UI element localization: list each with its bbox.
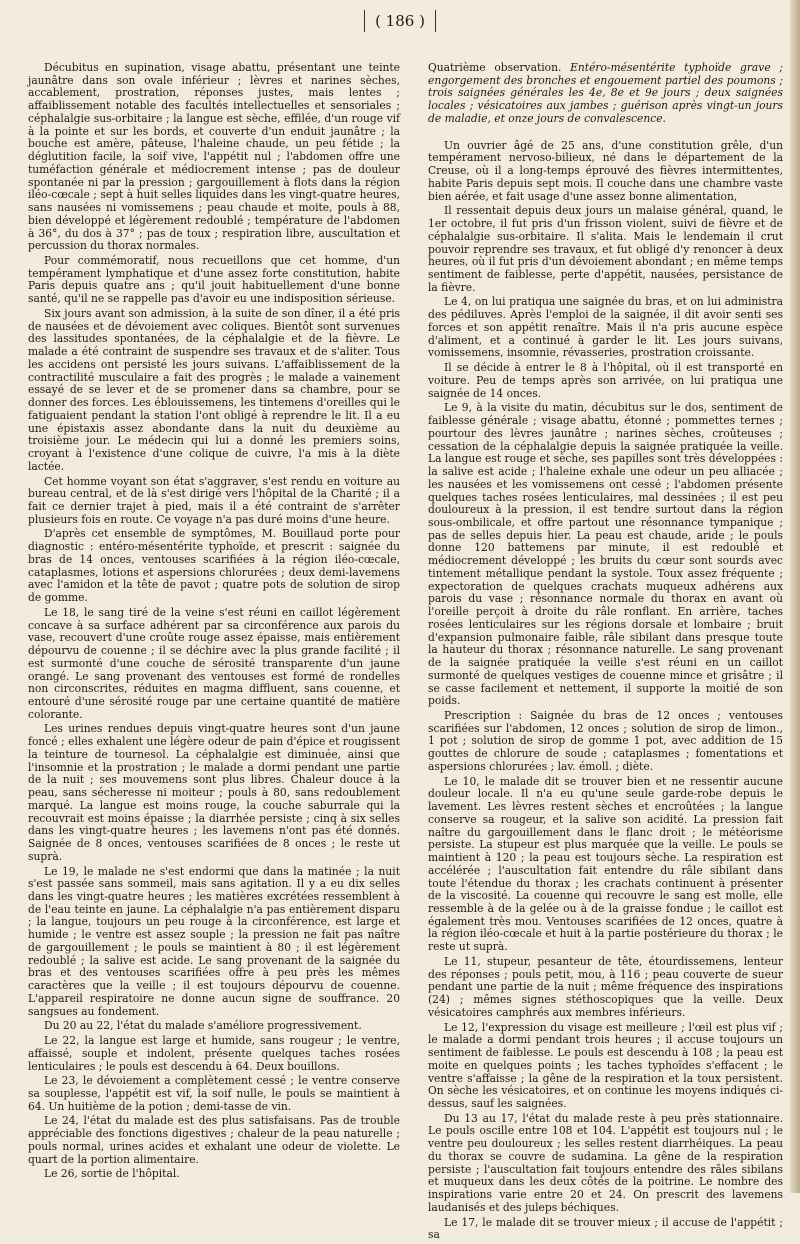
page-number: ( 186 )	[0, 10, 800, 32]
paragraph: Le 4, on lui pratiqua une saignée du bras, et on lui administra des pédiluves. Après l'emploi de la saignée, il dit avoir senti ses forces et son appétit renaître. Mais il n'a pris aucune espèce d'aliment, et a continué à garder le lit. Les jours suivans, vomissemens, insomnie, révasseries, prostration croissante.	[428, 295, 783, 360]
paragraph: Cet homme voyant son état s'aggraver, s'est rendu en voiture au bureau central, et de là s'est dirigé vers l'hôpital de la Charité ; il a fait ce dernier trajet à pied, mais il a été contraint de s'arrêter plusieurs fois en route. Ce voyage n'a pas duré moins d'une heure.	[28, 474, 400, 526]
paragraph: Prescription : Saignée du bras de 12 onces ; ventouses scarifiées sur l'abdomen, 12 onces ; solution de sirop de limon., 1 pot ; solution de sirop de gomme 1 pot, avec addition de 15 gouttes de chlorure de soude ; cataplasmes ; fomentations et aspersions chlorurées ; lav. émoll. ; diète.	[428, 708, 783, 773]
paragraph: Le 9, à la visite du matin, décubitus sur le dos, sentiment de faiblesse générale ; visage abattu, étonné ; pommettes ternes ; pourtour des lèvres jaunâtre ; narines sèches, croûteuses ; cessation de la céphalalgie depuis la saignée pratiquée la veille. La langue est rouge et sèche, ses papilles sont très développées : la salive est acide ; l'haleine exhale une odeur un peu alliacée ; les nausées et les vomissemens ont cessé ; l'abdomen présente quelques taches rosées lenticulaires, mal dessinées ; il est peu douloureux à la pression, il est tendre surtout dans la région sous-ombilicale, et offre partout une résonnance tympanique ; pas de selles depuis hier. La peau est chaude, aride ; le pouls donne 120 battemens par minute, il est redoublé et médiocrement développé ; les bruits du cœur sont sourds avec tintement métallique pendant la systole. Toux assez fréquente ; expectoration de quelques crachats muqueux adhérens aux parois du vase ; résonnance normale du thorax en avant où l'oreille perçoit à droite du râle ronflant. En arrière, taches rosées lenticulaires sur les régions dorsale et lombaire ; bruit d'expansion pulmonaire faible, râle sibilant dans presque toute la hauteur du thorax ; résonnance naturelle. Le sang provenant de la saignée pratiquée la veille s'est réuni en un caillot surmonté de quelques vestiges de couenne mince et grisâtre ; il se casse facilement et nettement, il supporte la moitié de son poids.	[428, 401, 783, 708]
paragraph: Le 19, le malade ne s'est endormi que dans la matinée ; la nuit s'est passée sans sommeil, mais sans agitation. Il y a eu dix selles dans les vingt-quatre heures ; les matières excrétées ressemblent à de l'eau teinte en jaune. La céphalalgie n'a pas entièrement disparu ; la langue, toujours un peu rouge à la circonférence, est large et humide ; le ventre est assez souple ; la pression ne fait pas naître de gargouillement ; le pouls se maintient à 80 ; il est légèrement redoublé ; la salive est acide. Le sang provenant de la saignée du bras et des ventouses scarifiées offre à peu près les mêmes caractères que la veille ; il est toujours dépourvu de couenne. L'appareil respiratoire ne donne aucun signe de souffrance. 20 sangsues au fondement.	[28, 864, 400, 1018]
paragraph: Décubitus en supination, visage abattu, présentant une teinte jaunâtre dans son ovale inférieur ; lèvres et narines sèches, accablement, prostration, réponses justes, mais lentes ; affaiblissement notable des facultés intellectuelles et sensoriales ; céphalalgie sus-orbitaire ; la langue est sèche, effilée, d'un rouge vif à la pointe et sur les bords, et couverte d'un enduit jaunâtre ; la bouche est amère, pâteuse, l'haleine chaude, un peu fétide ; la déglutition facile, la soif vive, l'appétit nul ; l'abdomen offre une tuméfaction générale et médiocrement intense ; pas de douleur spontanée ni par la pression ; gargouillement à flots dans la région iléo-cœcale ; sept à huit selles liquides dans les vingt-quatre heures, sans nausées ni vomissemens ; peau chaude et moite, pouls à 88, bien développé et légèrement redoublé ; température de l'abdomen à 36°, du dos à 37° ; pas de toux ; respiration libre, auscultation et percussion du thorax normales.	[28, 61, 400, 253]
paragraph: D'après cet ensemble de symptômes, M. Bouillaud porte pour diagnostic : entéro-mésentérite typhoïde, et prescrit : saignée du bras de 14 onces, ventouses scarifiées à la région iléo-cœcale, cataplasmes, lotions et aspersions chlorurées ; deux demi-lavemens avec l'amidon et la tête de pavot ; quatre pots de solution de sirop de gomme.	[28, 527, 400, 605]
paragraph: Le 10, le malade dit se trouver bien et ne ressentir aucune douleur locale. Il n'a eu qu'une seule garde-robe depuis le lavement. Les lèvres restent sèches et encroûtées ; la langue conserve sa rougeur, et la salive son acidité. La pression fait naître du gargouillement dans le flanc droit ; le météorisme persiste. La stupeur est plus marquée que la veille. Le pouls se maintient à 120 ; la peau est toujours sèche. La respiration est accélérée ; l'auscultation fait entendre du râle sibilant dans toute l'étendue du thorax ; les crachats continuent à présenter de la viscosité. La couenne qui recouvre le sang est molle, elle ressemble à de la gelée ou à de la graisse fondue ; le caillot est également très mou. Ventouses scarifiées de 12 onces, quatre à la région iléo-cœcale et huit à la partie postérieure du thorax ; le reste ut suprà.	[428, 774, 783, 954]
right-column	[428, 62, 783, 1244]
observation-heading	[428, 62, 783, 126]
paragraph: Il ressentait depuis deux jours un malaise général, quand, le 1er octobre, il fut pris d'un frisson violent, suivi de fièvre et de céphalalgie sus-orbitaire. Il s'alita. Mais le lendemain il crut pouvoir reprendre ses travaux, et fut obligé d'y renoncer à deux heures, où il fut pris d'un dévoiement abondant ; en même temps sentiment de faiblesse, perte d'appétit, nausées, persistance de la fièvre.	[428, 204, 783, 294]
left-column	[28, 62, 400, 1183]
paragraph: Le 22, la langue est large et humide, sans rougeur ; le ventre, affaissé, souple et indolent, présente quelques taches rosées lenticulaires ; le pouls est descendu à 64. Deux bouillons.	[28, 1034, 400, 1073]
paragraph: Du 13 au 17, l'état du malade reste à peu près stationnaire. Le pouls oscille entre 108 et 104. L'appétit est toujours nul ; le ventre peu douloureux ; les selles restent diarrhéiques. La peau du thorax se couvre de sudamina. La gêne de la respiration persiste ; l'auscultation fait toujours entendre des râles sibilans et muqueux dans les deux côtés de la poitrine. Le nombre des inspirations varie entre 20 et 24. On prescrit des lavemens laudanisés et des juleps béchiques.	[428, 1111, 783, 1214]
paragraph: Le 17, le malade dit se trouver mieux ; il accuse de l'appétit ; sa	[428, 1215, 783, 1242]
paragraph: Un ouvrier âgé de 25 ans, d'une constitution grêle, d'un tempérament nervoso-bilieux, né dans le département de la Creuse, où il a long-temps éprouvé des fièvres intermittentes, habite Paris depuis sept mois. Il couche dans une chambre vaste bien aérée, et fait usage d'une assez bonne alimentation,	[428, 138, 783, 203]
paragraph: Les urines rendues depuis vingt-quatre heures sont d'un jaune foncé ; elles exhalent une légère odeur de pain d'épice et rougissent la teinture de tournesol. La céphalalgie est diminuée, ainsi que l'insomnie et la prostration ; le malade a dormi pendant une partie de la nuit ; ses mouvemens sont plus libres. Chaleur douce à la peau, sans sécheresse ni moiteur ; pouls à 80, sans redoublement marqué. La langue est moins rouge, la couche saburrale qui la recouvrait est moins épaisse ; la diarrhée persiste ; cinq à six selles dans les vingt-quatre heures ; les lavemens n'ont pas été donnés. Saignée de 8 onces, ventouses scarifiées de 8 onces ; le reste ut suprà.	[28, 722, 400, 863]
paragraph: Pour commémoratif, nous recueillons que cet homme, d'un tempérament lymphatique et d'une assez forte constitution, habite Paris depuis quatre ans ; qu'il jouit habituellement d'une bonne santé, qu'il ne se rappelle pas d'avoir eu une indisposition sérieuse.	[28, 254, 400, 306]
paragraph: Le 18, le sang tiré de la veine s'est réuni en caillot légèrement concave à sa surface adhérent par sa circonférence aux parois du vase, recouvert d'une croûte rouge assez épaisse, mais entièrement dépourvu de couenne ; il se déchire avec la plus grande facilité ; il est surmonté d'une couche de sérosité transparente d'un jaune orangé. Le sang provenant des ventouses est formé de rondelles non circonscrites, réduites en magma diffluent, sans couenne, et entouré d'une sérosité rouge par une certaine quantité de matière colorante.	[28, 605, 400, 721]
paragraph: Le 26, sortie de l'hôpital.	[44, 1167, 180, 1181]
paragraph: Le 11, stupeur, pesanteur de tête, étourdissemens, lenteur des réponses ; pouls petit, mou, à 116 ; peau couverte de sueur pendant une partie de la nuit ; même fréquence des inspirations (24) ; mêmes signes stéthoscopiques que la veille. Deux vésicatoires camphrés aux membres inférieurs.	[428, 954, 783, 1019]
observation-title: Entéro-mésentérite typhoïde grave ; engorgement des bronches et engouement partiel des poumons ; trois saignées générales les 4e, 8e et 9e jours ; deux saignées locales ; vésicatoires aux jambes ; guérison après vingt-un jours de maladie, et onze jours de convalescence.	[428, 61, 783, 125]
paragraph: Le 24, l'état du malade est des plus satisfaisans. Pas de trouble appréciable des fonctions digestives ; chaleur de la peau naturelle ; pouls normal, urines acides et exhalant une odeur de violette. Le quart de la portion alimentaire.	[28, 1114, 400, 1166]
paragraph: Il se décide à entrer le 8 à l'hôpital, où il est transporté en voiture. Peu de temps après son arrivée, on lui pratiqua une saignée de 14 onces.	[428, 361, 783, 400]
paragraph: Du 20 au 22, l'état du malade s'améliore progressivement.	[44, 1019, 362, 1033]
page-edge	[790, 0, 800, 1193]
paragraph: Le 23, le dévoiement a complètement cessé ; le ventre conserve sa souplesse, l'appétit est vif, la soif nulle, le pouls se maintient à 64. Un huitième de la potion ; demi-tasse de vin.	[28, 1074, 400, 1113]
observation-label: Quatrième observation.	[428, 61, 562, 74]
paragraph: Six jours avant son admission, à la suite de son dîner, il a été pris de nausées et de dévoiement avec coliques. Bientôt sont survenues des lassitudes spontanées, de la céphalalgie et de la fièvre. Le malade a été contraint de suspendre ses travaux et de s'aliter. Tous les accidens ont persisté les jours suivans. L'affaiblissement de la contractilité musculaire a fait des progrès ; le malade a vainement essayé de se lever et de se promener dans sa chambre, pour se donner des forces. Les éblouissemens, les tintemens d'oreilles qui le fatiguaient pendant la station l'ont obligé à reprendre le lit. Il a eu une épistaxis assez abondante dans la nuit du deuxième au troisième jour. Le médecin qui lui a donné les premiers soins, croyant à l'existence d'une colique de cuivre, l'a mis à la diète lactée.	[28, 306, 401, 473]
paragraph: Le 12, l'expression du visage est meilleure ; l'œil est plus vif ; le malade a dormi pendant trois heures ; il accuse toujours un sentiment de faiblesse. Le pouls est descendu à 108 ; la peau est moite en quelques points ; les taches typhoïdes s'effacent ; le ventre s'affaisse ; la gêne de la respiration et la toux persistent. On sèche les vésicatoires, et on continue les moyens indiqués ci-dessus, sauf les saignées.	[428, 1020, 783, 1111]
